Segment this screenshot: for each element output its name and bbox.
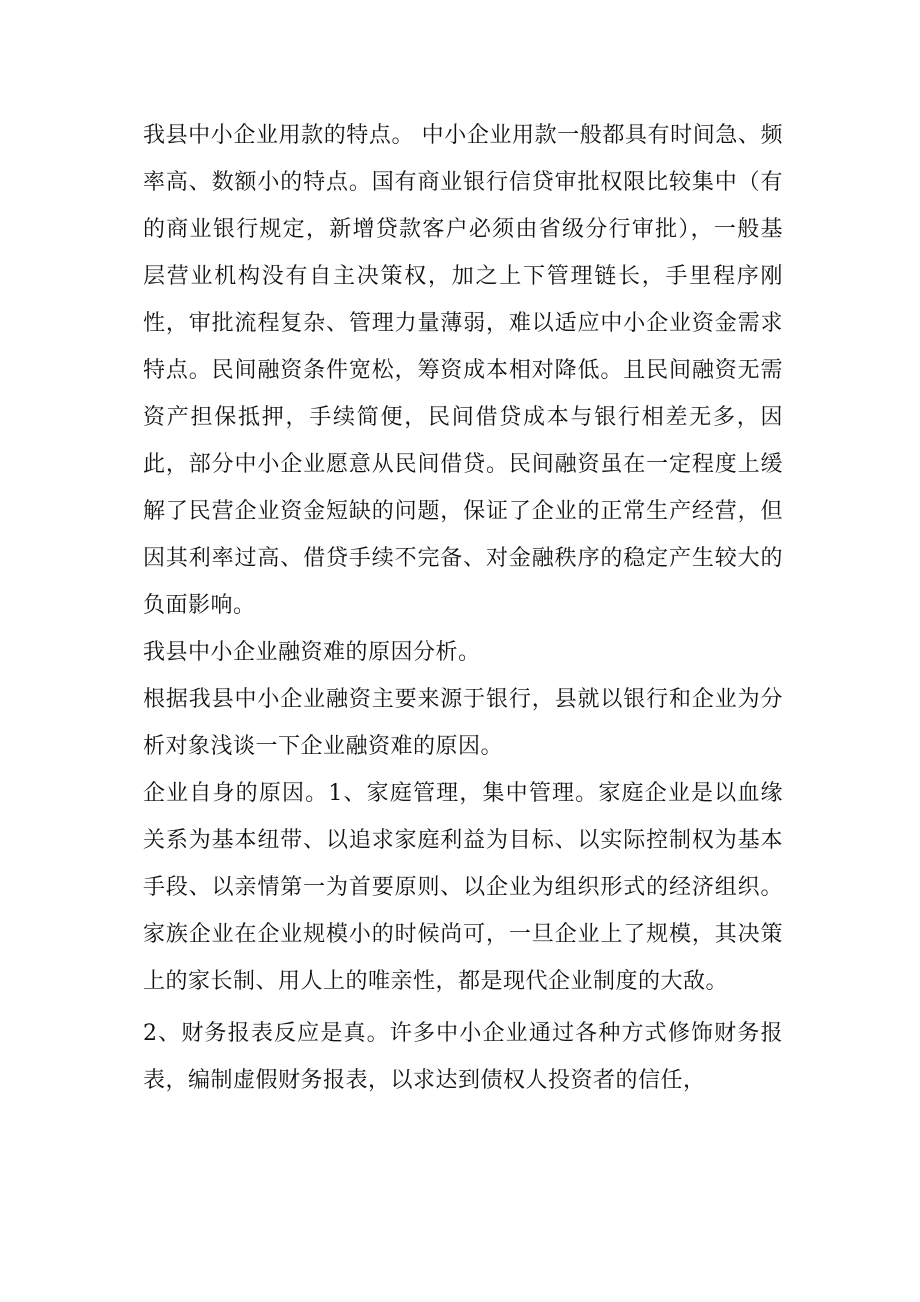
paragraph-loan-characteristics: 我县中小企业用款的特点。 中小企业用款一般都具有时间急、频率高、数额小的特点。国有商业银行信贷审批权限比较集中（有的商业银行规定，新增贷款客户必须由省级分行审批），一般基层营业机构没有自主决策权，加之上下管理链长，手里程序刚性，审批流程复杂、管理力量薄弱，难以适应中小企业资金需求特点。民间融资条件宽松，筹资成本相对降低。且民间融资无需资产担保抵押，手续简便，民间借贷成本与银行相差无多，因此，部分中小企业愿意从民间借贷。民间融资虽在一定程度上缓解了民营企业资金短缺的问题，保证了企业的正常生产经营，但因其利率过高、借贷手续不完备、对金融秩序的稳定产生较大的负面影响。	[143, 123, 783, 618]
document-body	[143, 112, 783, 1104]
paragraph-analysis-intro: 根据我县中小企业融资主要来源于银行，县就以银行和企业为分析对象浅谈一下企业融资难的原因。	[143, 687, 783, 759]
paragraph-cause-analysis-heading: 我县中小企业融资难的原因分析。	[143, 640, 481, 665]
paragraph-enterprise-causes: 企业自身的原因。1、家庭管理，集中管理。家庭企业是以血缘关系为基本纽带、以追求家庭利益为目标、以实际控制权为基本手段、以亲情第一为首要原则、以企业为组织形式的经济组织。家族企业在企业规模小的时候尚可，一旦企业上了规模，其决策上的家长制、用人上的唯亲性，都是现代企业制度的大敌。	[143, 781, 783, 994]
paragraph-financial-statements: 2、财务报表反应是真。许多中小企业通过各种方式修饰财务报表，编制虚假财务报表，以求达到债权人投资者的信任，	[143, 1021, 783, 1093]
